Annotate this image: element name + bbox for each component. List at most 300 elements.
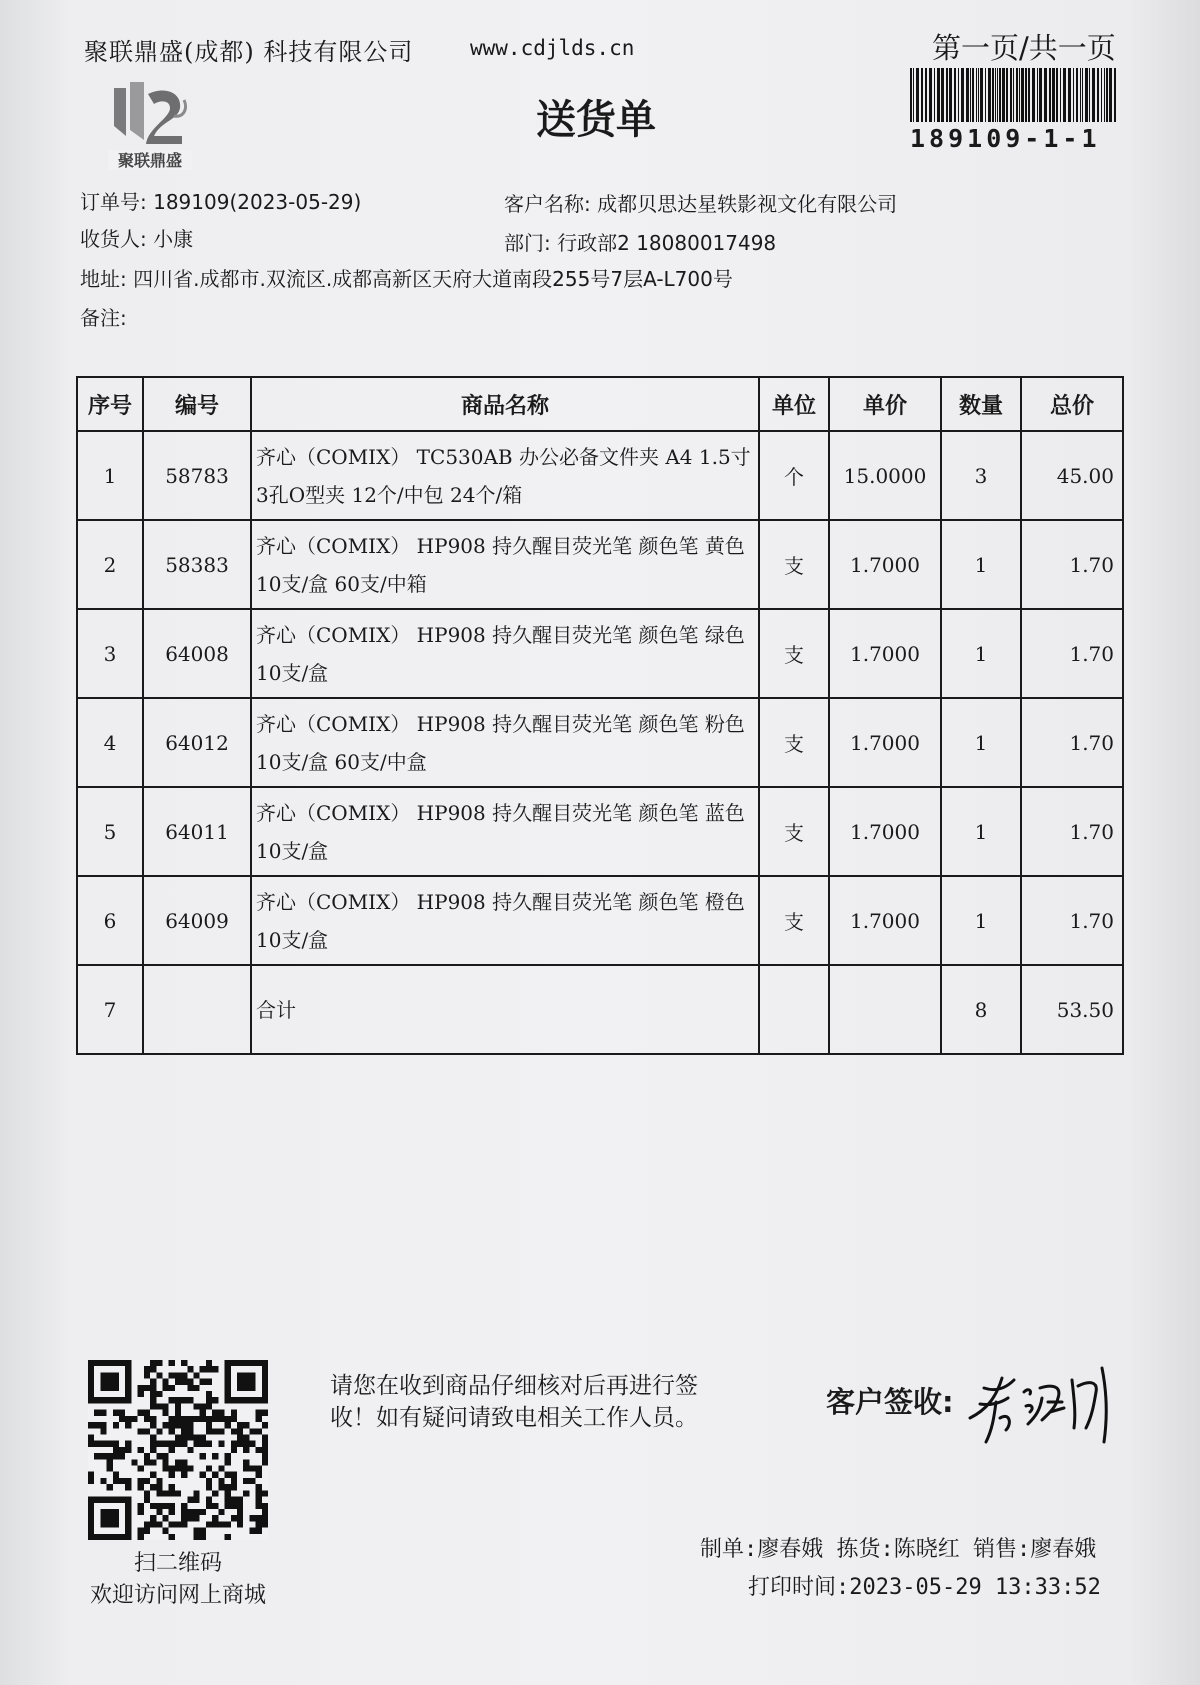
qr-module [181,1472,187,1478]
table-row [77,431,1123,520]
qr-module [231,1515,237,1521]
receiver-row [80,223,193,252]
barcode-bar [1114,68,1116,122]
qr-module [212,1410,218,1416]
qr-module [175,1372,181,1378]
row-unit-price: 15.0000 [829,431,941,520]
qr-module [194,1497,200,1503]
qr-module [150,1379,156,1385]
qr-module [169,1422,175,1428]
qr-module [100,1478,106,1484]
barcode-bar [1092,68,1095,122]
qr-module [156,1521,162,1527]
barcode-bar [961,68,964,122]
barcode-bar [997,68,998,122]
qr-module [181,1379,187,1385]
qr-module [150,1385,156,1391]
qr-module [156,1509,162,1515]
qr-module [150,1515,156,1521]
qr-module [237,1422,243,1428]
barcode-bar [992,68,994,122]
barcode-bar [976,68,977,122]
summary-total: 53.50 [1021,965,1123,1054]
summary-no: 7 [77,965,143,1054]
barcode-bar [1056,68,1058,122]
qr-module [162,1503,168,1509]
qr-module [107,1484,113,1490]
summary-quantity: 8 [941,965,1021,1054]
qr-module [249,1466,255,1472]
qr-module [194,1515,200,1521]
qr-module [138,1503,144,1509]
qr-module [218,1509,224,1515]
row-product-name: 齐心（COMIX） HP908 持久醒目荧光笔 颜色笔 绿色 10支/盒 [251,609,759,698]
row-total: 1.70 [1021,520,1123,609]
row-quantity: 1 [941,698,1021,787]
qr-module [225,1484,231,1490]
row-total: 45.00 [1021,431,1123,520]
qr-module [156,1441,162,1447]
barcode-bar [988,68,991,122]
row-total: 1.70 [1021,876,1123,965]
qr-module [187,1385,193,1391]
qr-module [144,1478,150,1484]
qr-module [88,1472,94,1478]
qr-module [262,1490,268,1496]
row-unit-price: 1.7000 [829,698,941,787]
row-product-name: 齐心（COMIX） HP908 持久醒目荧光笔 颜色笔 蓝色 10支/盒 [251,787,759,876]
department-row [504,227,776,256]
qr-module [181,1515,187,1521]
row-quantity: 1 [941,609,1021,698]
qr-module [206,1521,212,1527]
qr-module [187,1422,193,1428]
table-header-row [77,377,1123,431]
company-website: www.cdjlds.cn [470,36,635,60]
qr-module [262,1410,268,1416]
row-total: 1.70 [1021,609,1123,698]
row-unit: 支 [759,698,829,787]
qr-module [150,1447,156,1453]
row-code: 64009 [143,876,251,965]
barcode-bar [937,68,940,122]
qr-label-scan: 扫二维码 [133,1551,222,1576]
qr-module [162,1466,168,1472]
qr-module [200,1534,206,1540]
qr-module [218,1428,224,1434]
qr-module [138,1509,144,1515]
qr-module [100,1410,106,1416]
qr-module [138,1534,144,1540]
qr-module [243,1478,249,1484]
qr-module [243,1459,249,1465]
header-product-name: 商品名称 [251,377,759,431]
qr-module [144,1490,150,1496]
qr-module [200,1403,206,1409]
qr-module [156,1490,162,1496]
qr-module [231,1441,237,1447]
address-row [80,263,733,292]
table-row [77,609,1123,698]
row-no: 6 [77,876,143,965]
barcode-bar [910,68,912,122]
qr-module [249,1515,255,1521]
row-unit: 个 [759,431,829,520]
qr-module [262,1453,268,1459]
row-quantity: 3 [941,431,1021,520]
qr-module [181,1509,187,1515]
table-row [77,876,1123,965]
qr-module [256,1472,262,1478]
qr-module [150,1441,156,1447]
qr-module [175,1416,181,1422]
summary-label: 合计 [251,965,759,1054]
qr-module [156,1484,162,1490]
barcode-bar [1006,68,1008,122]
barcode-bar [929,68,932,122]
qr-module [231,1503,237,1509]
company-logo [104,78,196,174]
qr-module [218,1416,224,1422]
qr-module [162,1459,168,1465]
qr-module [162,1410,168,1416]
qr-module [200,1434,206,1440]
qr-module [169,1385,175,1391]
customer-signature [966,1358,1116,1450]
qr-module [206,1478,212,1484]
qr-module [231,1484,237,1490]
qr-module [231,1472,237,1478]
qr-module [150,1521,156,1527]
summary-row [77,965,1123,1054]
barcode-bar [925,68,927,122]
qr-module [94,1441,100,1447]
qr-module [256,1410,262,1416]
qr-module [169,1509,175,1515]
qr-module [256,1447,262,1453]
qr-module [262,1422,268,1428]
order-number-value: 189109(2023-05-29) [153,190,362,214]
customer-label: 客户名称: [504,192,591,216]
qr-module [225,1534,231,1540]
qr-module [225,1422,231,1428]
qr-module [162,1515,168,1521]
qr-module [169,1484,175,1490]
barcode-bar [1104,68,1105,122]
qr-module [262,1503,268,1509]
barcode-bar [1049,68,1051,122]
barcode-bar [1082,68,1083,122]
qr-module [169,1472,175,1478]
qr-module [256,1428,262,1434]
qr-module [162,1422,168,1428]
page-info: 第一页/共一页 [932,31,1116,65]
barcode-bar [954,68,956,122]
qr-module [249,1441,255,1447]
qr-module [194,1385,200,1391]
barcode-bar [1002,68,1005,122]
qr-module [138,1391,144,1397]
header-unit: 单位 [759,377,829,431]
qr-module [181,1434,187,1440]
qr-module [113,1478,119,1484]
qr-module [206,1497,212,1503]
barcode-bar [1044,68,1047,122]
qr-module [212,1453,218,1459]
document-title: 送货单 [536,97,656,143]
qr-module [175,1434,181,1440]
qr-module [156,1478,162,1484]
qr-module [169,1521,175,1527]
qr-module [206,1466,212,1472]
company-name: 聚联鼎盛(成都) 科技有限公司 [84,38,414,66]
qr-module [156,1372,162,1378]
qr-module [262,1441,268,1447]
qr-module [162,1453,168,1459]
barcode-bar [1032,68,1035,122]
barcode [908,68,1120,122]
qr-module [187,1509,193,1515]
qr-module [237,1509,243,1515]
qr-module [187,1428,193,1434]
qr-module [138,1484,144,1490]
qr-module [144,1497,150,1503]
qr-module [119,1447,125,1453]
qr-module [262,1509,268,1515]
qr-label-mall: 欢迎访问网上商城 [89,1583,266,1608]
qr-module [175,1459,181,1465]
qr-module [194,1534,200,1540]
qr-module [237,1515,243,1521]
qr-module [125,1478,131,1484]
notice-line-1: 请您在收到商品仔细核对后再进行签 [330,1373,698,1399]
qr-module [100,1422,106,1428]
qr-module [138,1428,144,1434]
qr-module [262,1515,268,1521]
qr-module [231,1416,237,1422]
notice-text [330,1370,698,1434]
qr-module [162,1441,168,1447]
qr-module [131,1459,137,1465]
qr-module [156,1453,162,1459]
barcode-bar [1028,68,1030,122]
qr-module [256,1490,262,1496]
qr-module [113,1410,119,1416]
qr-module [113,1422,119,1428]
department-label: 部门: [504,231,551,255]
qr-module [194,1509,200,1515]
qr-module [206,1366,212,1372]
qr-module [162,1490,168,1496]
qr-module [175,1410,181,1416]
qr-module [175,1397,181,1403]
qr-module [194,1528,200,1534]
qr-module [181,1428,187,1434]
qr-module [249,1428,255,1434]
qr-module [119,1453,125,1459]
qr-module [150,1391,156,1397]
qr-module [200,1366,206,1372]
barcode-bar [1019,68,1020,122]
barcode-bar [1085,68,1088,122]
qr-module [169,1466,175,1472]
summary-price-empty [829,965,941,1054]
qr-module [169,1490,175,1496]
qr-module [181,1466,187,1472]
qr-module [144,1410,150,1416]
qr-module [119,1410,125,1416]
qr-module [125,1422,131,1428]
qr-module [169,1360,175,1366]
qr-module [231,1428,237,1434]
row-product-name: 齐心（COMIX） TC530AB 办公必备文件夹 A4 1.5寸3孔O型夹 12个/中包 24个/箱 [251,431,759,520]
qr-module [150,1422,156,1428]
items-table [76,376,1124,1055]
order-number-label: 订单号: [80,190,147,214]
qr-module [218,1484,224,1490]
qr-module [181,1416,187,1422]
qr-module [94,1453,100,1459]
qr-module [162,1403,168,1409]
barcode-bar [980,68,983,122]
qr-module [169,1428,175,1434]
qr-module [194,1416,200,1422]
qr-module [206,1403,212,1409]
qr-finder [237,1372,256,1391]
barcode-bar [1060,68,1061,122]
qr-module [150,1484,156,1490]
customer-sign-label: 客户签收: [826,1385,954,1419]
row-code: 64008 [143,609,251,698]
qr-finder [100,1372,119,1391]
qr-module [206,1441,212,1447]
address-label: 地址: [80,267,127,291]
barcode-bar [1039,68,1042,122]
department-value: 行政部2 18080017498 [557,231,777,255]
barcode-bar [1097,68,1099,122]
qr-module [256,1528,262,1534]
row-total: 1.70 [1021,698,1123,787]
qr-module [218,1441,224,1447]
qr-module [169,1372,175,1378]
header-quantity: 数量 [941,377,1021,431]
row-quantity: 1 [941,787,1021,876]
row-no: 3 [77,609,143,698]
row-unit: 支 [759,876,829,965]
qr-module [156,1360,162,1366]
barcode-bar [1037,68,1038,122]
qr-module [169,1397,175,1403]
barcode-bar [934,68,935,122]
qr-module [206,1428,212,1434]
row-product-name: 齐心（COMIX） HP908 持久醒目荧光笔 颜色笔 橙色 10支/盒 [251,876,759,965]
qr-module [175,1422,181,1428]
qr-module [212,1416,218,1422]
header-no: 序号 [77,377,143,431]
qr-module [107,1466,113,1472]
qr-module [107,1459,113,1465]
address-value: 四川省.成都市.双流区.成都高新区天府大道南段255号7层A-L700号 [133,267,733,291]
receiver-label: 收货人: [80,227,147,251]
row-unit: 支 [759,520,829,609]
qr-module [187,1366,193,1372]
barcode-bar [913,68,914,122]
qr-finder [100,1509,119,1528]
row-unit-price: 1.7000 [829,520,941,609]
qr-module [194,1490,200,1496]
qr-module [225,1459,231,1465]
qr-module [256,1515,262,1521]
qr-module [194,1441,200,1447]
qr-module [138,1466,144,1472]
qr-module [175,1490,181,1496]
qr-module [175,1379,181,1385]
row-code: 58383 [143,520,251,609]
qr-module [243,1490,249,1496]
barcode-bar [1010,68,1012,122]
row-unit-price: 1.7000 [829,787,941,876]
qr-module [144,1366,150,1372]
remark-label: 备注: [80,306,127,330]
qr-module [212,1366,218,1372]
barcode-bar [972,68,974,122]
qr-module [262,1434,268,1440]
qr-module [144,1428,150,1434]
barcode-bar [1073,68,1074,122]
qr-module [144,1453,150,1459]
qr-module [262,1459,268,1465]
print-time: 打印时间:2023-05-29 13:33:52 [748,1575,1101,1600]
qr-module [237,1434,243,1440]
qr-module [200,1416,206,1422]
qr-module [212,1490,218,1496]
row-unit: 支 [759,609,829,698]
barcode-bar [1013,68,1014,122]
barcode-bar [921,68,923,122]
qr-module [94,1422,100,1428]
qr-module [181,1360,187,1366]
qr-module [225,1503,231,1509]
qr-module [200,1472,206,1478]
row-quantity: 1 [941,520,1021,609]
qr-module [187,1466,193,1472]
qr-module [249,1528,255,1534]
qr-module [225,1497,231,1503]
qr-module [218,1466,224,1472]
qr-module [243,1422,249,1428]
receiver-value: 小康 [153,227,194,251]
row-unit-price: 1.7000 [829,876,941,965]
qr-module [212,1472,218,1478]
qr-module [237,1503,243,1509]
qr-module [200,1453,206,1459]
qr-module [150,1503,156,1509]
row-unit-price: 1.7000 [829,609,941,698]
qr-module [256,1503,262,1509]
qr-module [237,1428,243,1434]
barcode-bar [1021,68,1024,122]
qr-module [100,1453,106,1459]
barcode-bar [941,68,944,122]
barcode-bar [1101,68,1102,122]
qr-module [256,1466,262,1472]
barcode-bar [985,68,986,122]
qr-module [94,1410,100,1416]
qr-module [156,1428,162,1434]
barcode-bar [1089,68,1090,122]
row-product-name: 齐心（COMIX） HP908 持久醒目荧光笔 颜色笔 粉色 10支/盒 60支/中盒 [251,698,759,787]
barcode-bar [1068,68,1071,122]
